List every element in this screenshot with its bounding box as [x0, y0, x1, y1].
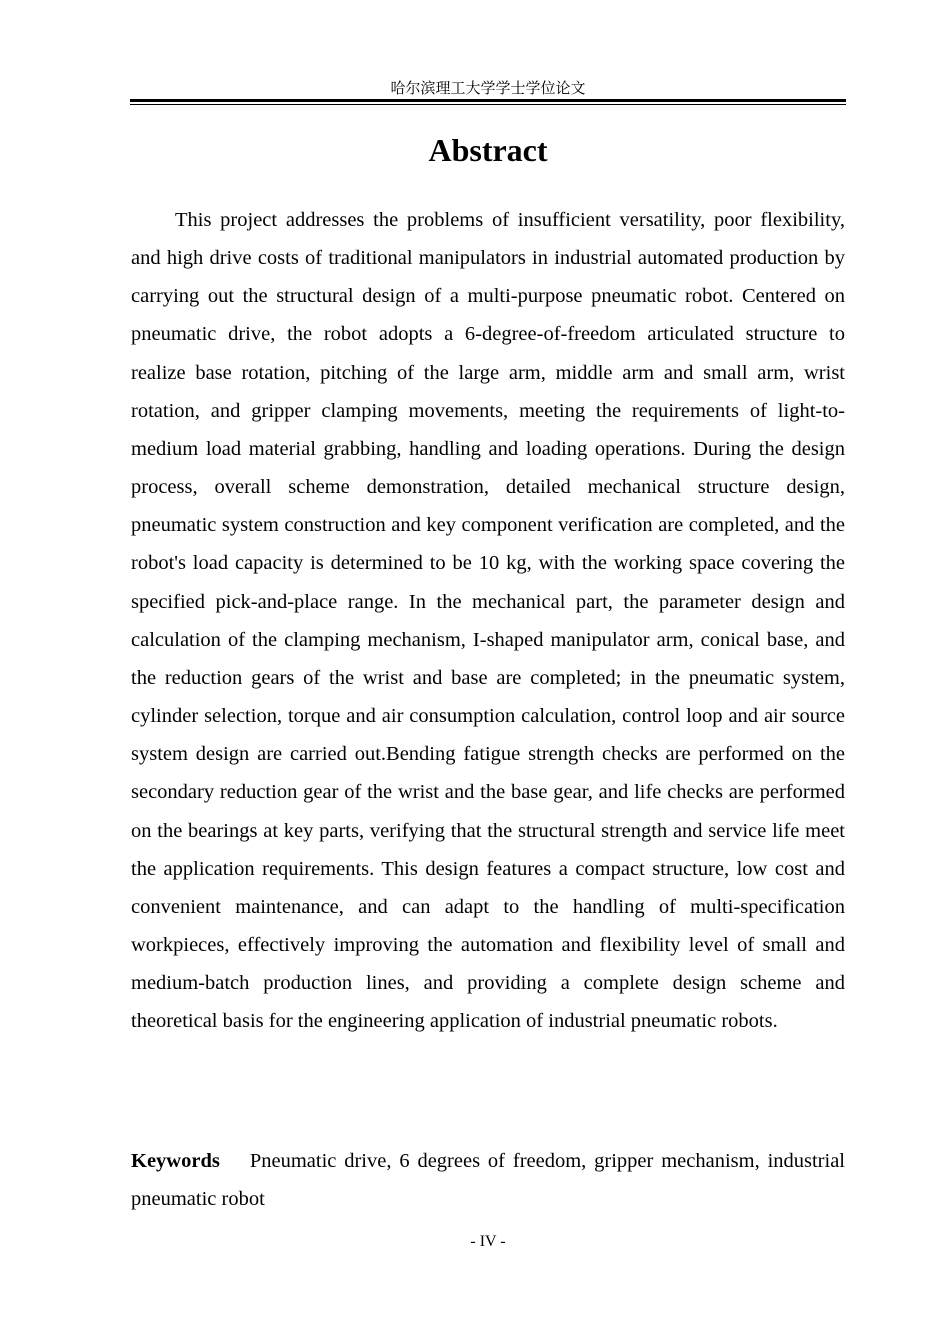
- abstract-paragraph: This project addresses the problems of insufficient versatility, poor flexibility, and high drive costs of traditional manipulators in industrial automated production by carrying out the structural design of a multi-purpose pneumatic robot. Centered on pneumatic drive, the robot adopts a 6-degree-of-freedom articulated structure to realize base rotation, pitching of the large arm, middle arm and small arm, wrist rotation, and gripper clamping movements, meeting the requirements of light-to-medium load material grabbing, handling and loading operations. During the design process, overall scheme demonstration, detailed mechanical structure design, pneumatic system construction and key component verification are completed, and the robot's load capacity is determined to be 10 kg, with the working space covering the specified pick-and-place range. In the mechanical part, the parameter design and calculation of the clamping mechanism, I-shaped manipulator arm, conical base, and the reduction gears of the wrist and base are completed; in the pneumatic system, cylinder selection, torque and air consumption calculation, control loop and air source system design are carried out.Bending fatigue strength checks are performed on the secondary reduction gear of the wrist and the base gear, and life checks are performed on the bearings at key parts, verifying that the structural strength and service life meet the application requirements. This design features a compact structure, low cost and convenient maintenance, and can adapt to the handling of multi-specification workpieces, effectively improving the automation and flexibility level of small and medium-batch production lines, and providing a complete design scheme and theoretical basis for the engineering application of industrial pneumatic robots.: [131, 209, 845, 1033]
- running-header: 哈尔滨理工大学学士学位论文: [390, 79, 586, 97]
- keywords-label: Keywords: [131, 1150, 220, 1172]
- header-rule-thin: [130, 104, 846, 105]
- header-rule-thick: [130, 99, 846, 102]
- page-number: - IV -: [470, 1233, 506, 1250]
- page-title: Abstract: [428, 132, 548, 168]
- keywords-line: [131, 1142, 845, 1218]
- keywords-text: Pneumatic drive, 6 degrees of freedom, gripper mechanism, industrial pneumatic robot: [131, 1150, 845, 1210]
